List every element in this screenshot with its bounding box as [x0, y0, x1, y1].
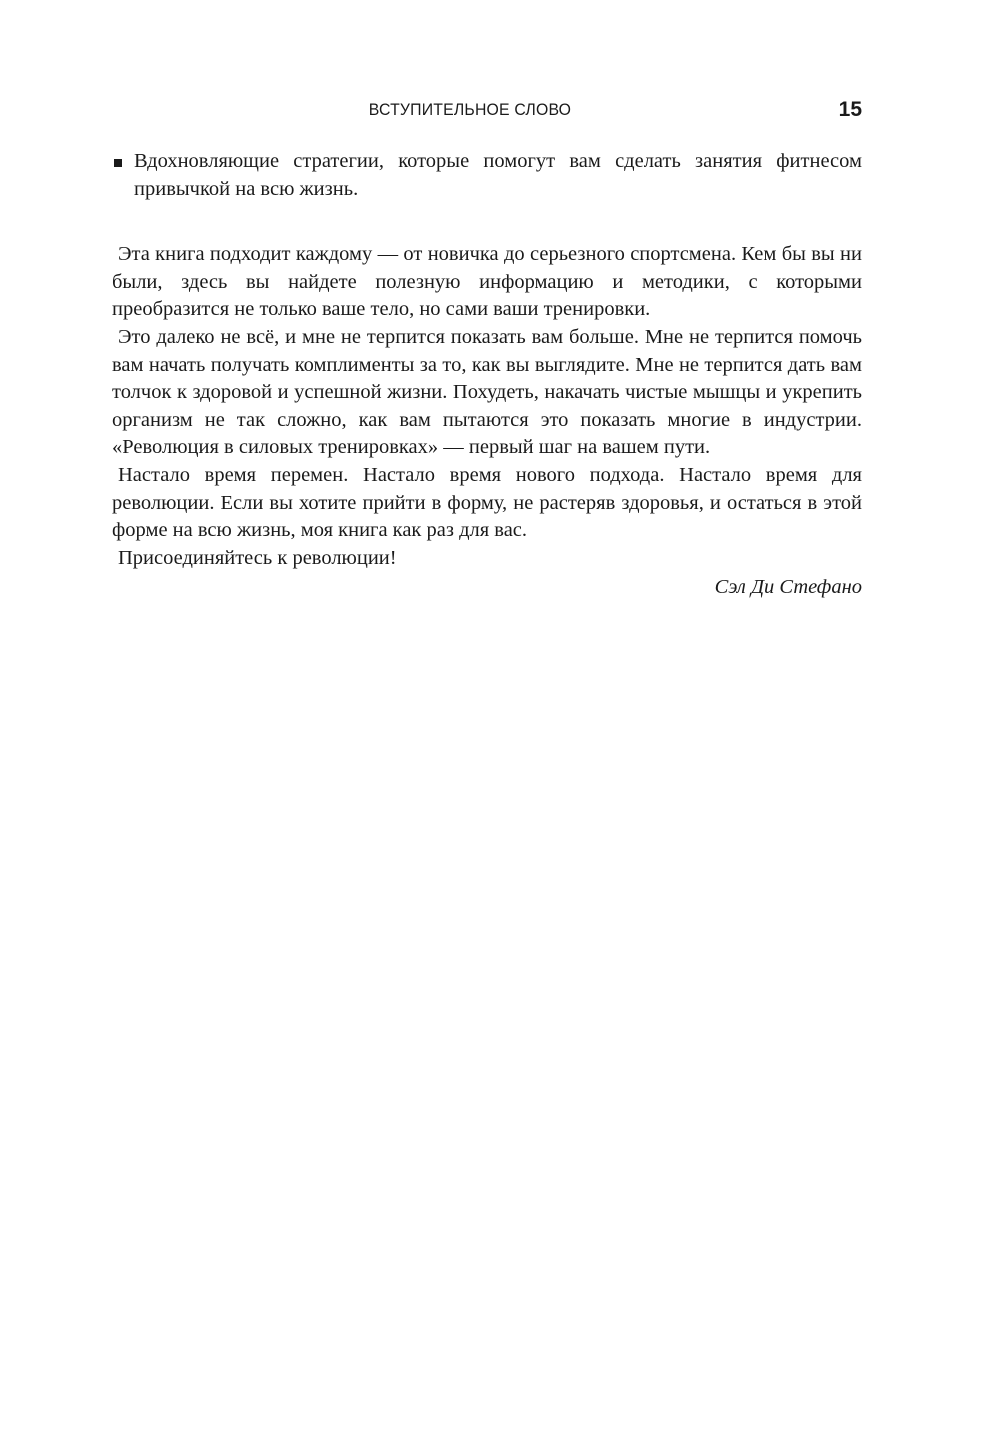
paragraph-1: Эта книга подходит каждому — от новичка до серьезного спортсмена. Кем бы вы ни были, здесь вы найдете полезную информацию и методики, с которыми преобразится не только ваше тело, но сами ваши тренировки. [112, 243, 862, 321]
running-head [0, 100, 986, 130]
bullet-list-item [112, 148, 862, 203]
running-title: ВСТУПИТЕЛЬНОЕ СЛОВО [368, 100, 572, 119]
paragraph-3: Настало время перемен. Настало время нового подхода. Настало время для революции. Если вы хотите прийти в форму, не растеряв здоровья, и остаться в этой форме на всю жизнь, моя книга как раз для вас. [112, 463, 862, 542]
paragraph-2: Это далеко не всё, и мне не терпится показать вам больше. Мне не терпится помочь вам начать получать комплименты за то, как вы выглядите. Мне не терпится дать вам толчок к здоровой и успешной жизни. Похудеть, накачать чистые мышцы и укрепить организм не так сложно, как вам пытаются это показать многие в индустрии. «Революция в силовых тренировках» — первый шаг на вашем пути. [112, 325, 862, 459]
page-number: 15 [838, 98, 862, 121]
paragraph-4: Присоединяйтесь к революции! [118, 546, 397, 569]
bullet-text: Вдохновляющие стратегии, которые помогут вам сделать занятия фитнесом привычкой на всю жизнь. [134, 150, 862, 200]
author-signature: Сэл Ди Стефано [714, 576, 862, 599]
page-body [112, 148, 862, 602]
square-bullet-icon [114, 159, 122, 167]
